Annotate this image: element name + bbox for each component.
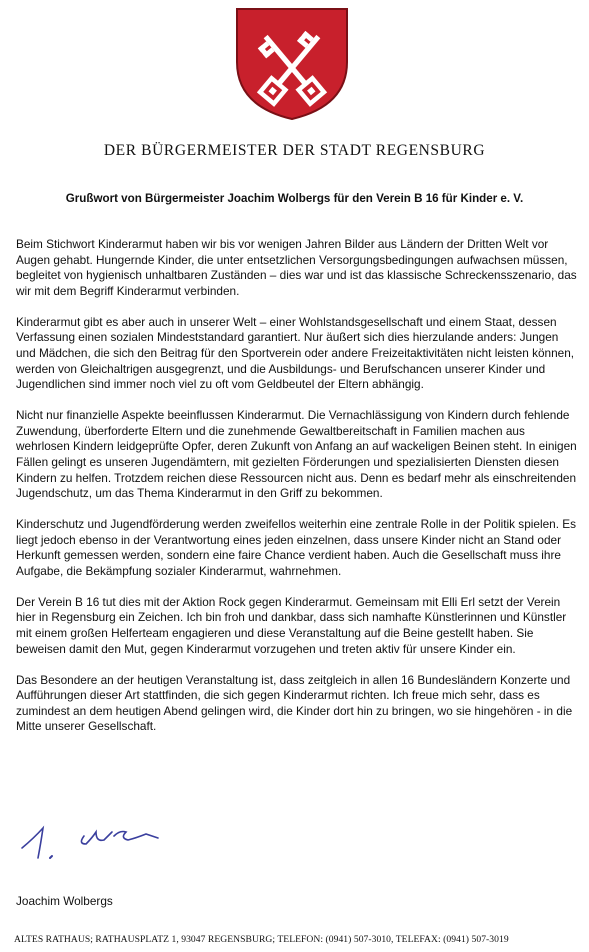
footer-address: ALTES RATHAUS; RATHAUSPLATZ 1, 93047 REGENSBURG; TELEFON: (0941) 507-3010, TELEFAX: (0941) 507-3019 [14,934,509,945]
regensburg-crest-icon [233,6,351,122]
signer-name: Joachim Wolbergs [16,894,113,908]
paragraph-6: Das Besondere an der heutigen Veranstaltung ist, dass zeitgleich in allen 16 Bundesländern Konzerte und Aufführungen dieser Art stattfinden, die sich gegen Kinderarmut richten. Ich freue mich sehr, dass es zumindest an dem heutigen Abend gelingen wird, die Kinder dort hin zu bringen, wo sie hingehören - in die Mitte unserer Gesellschaft. [16,672,573,734]
paragraph-5: Der Verein B 16 tut dies mit der Aktion Rock gegen Kinderarmut. Gemeinsam mit Elli Erl setzt der Verein hier in Regensburg ein Zeichen. Ich bin froh und dankbar, dass sich namhafte Künstlerinnen und Künstler mit einem großen Helferteam engagieren und diese Veranstaltung auf die Beine gestellt haben. Sie beweisen damit den Mut, gegen Kinderarmut vorzugehen und treten aktiv für unsere Kinder ein. [16,594,567,656]
paragraph-1: Beim Stichwort Kinderarmut haben wir bis vor wenigen Jahren Bilder aus Ländern der Dritten Welt vor Augen gehabt. Hungernde Kinder, die unter entsetzlichen Versorgungsbedingungen aufwachsen müssen, begleitet von hygienisch unhaltbaren Zuständen – dies war und ist das klassische Schreckensszenario, das wir mit dem Begriff Kinderarmut verbinden. [16,237,577,298]
office-title: DER BÜRGERMEISTER DER STADT REGENSBURG [103,142,486,159]
paragraph-4: Kinderschutz und Jugendförderung werden zweifellos weiterhin eine zentrale Rolle in der Politik spielen. Es liegt jedoch ebenso in der Verantwortung eines jeden einzelnen, dass unsere Kinder nicht an Stand oder Herkunft gemessen werden, sondern eine faire Chance verdient haben. Auch die Gesellschaft muss ihre Aufgabe, die Bekämpfung sozialer Kinderarmut, wahrnehmen. [16,517,577,578]
paragraph-2: Kinderarmut gibt es aber auch in unserer Welt – einer Wohlstandsgesellschaft und einem Staat, dessen Verfassung einen sozialen Mindeststandard garantiert. Nur äußert sich dies hierzulande anders: Jungen und Mädchen, die sich den Beitrag für den Sportverein oder andere Freizeitaktivitäten nicht leisten können, werden von Gleichaltrigen ausgegrenzt, und die Ausbildungs- und Berufschancen unserer Kinder und Jugendlichen sind immer noch viel zu oft vom Geldbeutel der Eltern abhängig. [16,314,575,392]
letter-body [16,237,581,750]
handwritten-signature-icon [16,818,166,868]
letter-subject: Grußwort von Bürgermeister Joachim Wolbergs für den Verein B 16 für Kinder e. V. [65,192,524,205]
crossed-keys-icon [233,6,351,122]
paragraph-3: Nicht nur finanzielle Aspekte beeinflussen Kinderarmut. Die Vernachlässigung von Kindern durch fehlende Zuwendung, überforderte Eltern und die zunehmende Gewaltbereitschaft in Familien machen aus wehrlosen Kindern leidgeprüfte Opfer, deren Zukunft von Anfang an auf wackeligen Beinen steht. In einigen Fällen gelingt es unseren Jugendämtern, mit gezielten Förderungen und spezialisierten Diensten diesen Kindern zu helfen. Trotzdem reichen diese Ressourcen nicht aus. Denn es bedarf mehr als einschreitenden Jugendschutz, um das Thema Kinderarmut in den Griff zu bekommen. [16,408,577,501]
